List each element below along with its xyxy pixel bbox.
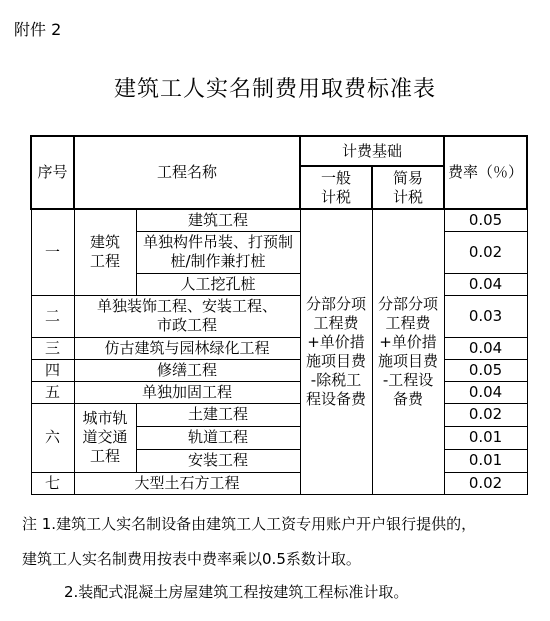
attachment-label: 附件 2: [14, 20, 62, 39]
rate-value: 0.02: [444, 403, 527, 426]
header-rate: 费率（％）: [444, 136, 527, 209]
row-seq: 六: [31, 403, 74, 472]
row-seq: 三: [31, 337, 74, 359]
rate-value: 0.04: [444, 381, 527, 403]
project-name: 大型土石方工程: [74, 472, 300, 494]
note-1-continued: 建筑工人实名制费用按表中费率乘以0.5系数计取。: [22, 550, 361, 568]
rate-value: 0.05: [444, 359, 527, 381]
category-label: 建筑 工程: [74, 209, 136, 295]
rate-value: 0.04: [444, 273, 527, 295]
project-name: 轨道工程: [136, 426, 300, 449]
header-project-name: 工程名称: [74, 136, 300, 209]
row-seq: 四: [31, 359, 74, 381]
fee-standard-table: [30, 135, 528, 495]
project-name: 安装工程: [136, 449, 300, 472]
project-name: 修缮工程: [74, 359, 300, 381]
rate-value: 0.05: [444, 209, 527, 231]
note-2: 2.装配式混凝土房屋建筑工程按建筑工程标准计取。: [64, 583, 409, 601]
page-title: 建筑工人实名制费用取费标准表: [113, 77, 436, 102]
header-fee-basis: 计费基础: [300, 136, 444, 166]
rate-value: 0.04: [444, 337, 527, 359]
category-label: 城市轨 道交通 工程: [74, 403, 136, 472]
header-simple-tax: 简易 计税: [372, 166, 444, 209]
rate-value: 0.01: [444, 426, 527, 449]
project-name: 仿古建筑与园林绿化工程: [74, 337, 300, 359]
project-name: 单独构件吊装、打预制 桩/制作兼打桩: [136, 231, 300, 273]
project-name: 人工挖孔桩: [136, 273, 300, 295]
row-seq: 七: [31, 472, 74, 494]
header-general-tax: 一般 计税: [300, 166, 372, 209]
project-name: 土建工程: [136, 403, 300, 426]
basis-general-cell: 分部分项 工程费 +单价措 施项目费 -除税工 程设备费: [300, 209, 372, 494]
header-seq: 序号: [31, 136, 74, 209]
basis-simple-cell: 分部分项 工程费 +单价措 施项目费 -工程设 备费: [372, 209, 444, 494]
project-name: 单独加固工程: [74, 381, 300, 403]
row-seq: 五: [31, 381, 74, 403]
note-1: 注 1.建筑工人实名制设备由建筑工人工资专用账户开户银行提供的，: [22, 515, 477, 533]
project-name: 建筑工程: [136, 209, 300, 231]
row-seq: 二: [31, 295, 74, 337]
rate-value: 0.03: [444, 295, 527, 337]
row-seq: 一: [31, 209, 74, 295]
rate-value: 0.02: [444, 472, 527, 494]
rate-value: 0.01: [444, 449, 527, 472]
project-name: 单独装饰工程、安装工程、 市政工程: [74, 295, 300, 337]
rate-value: 0.02: [444, 231, 527, 273]
